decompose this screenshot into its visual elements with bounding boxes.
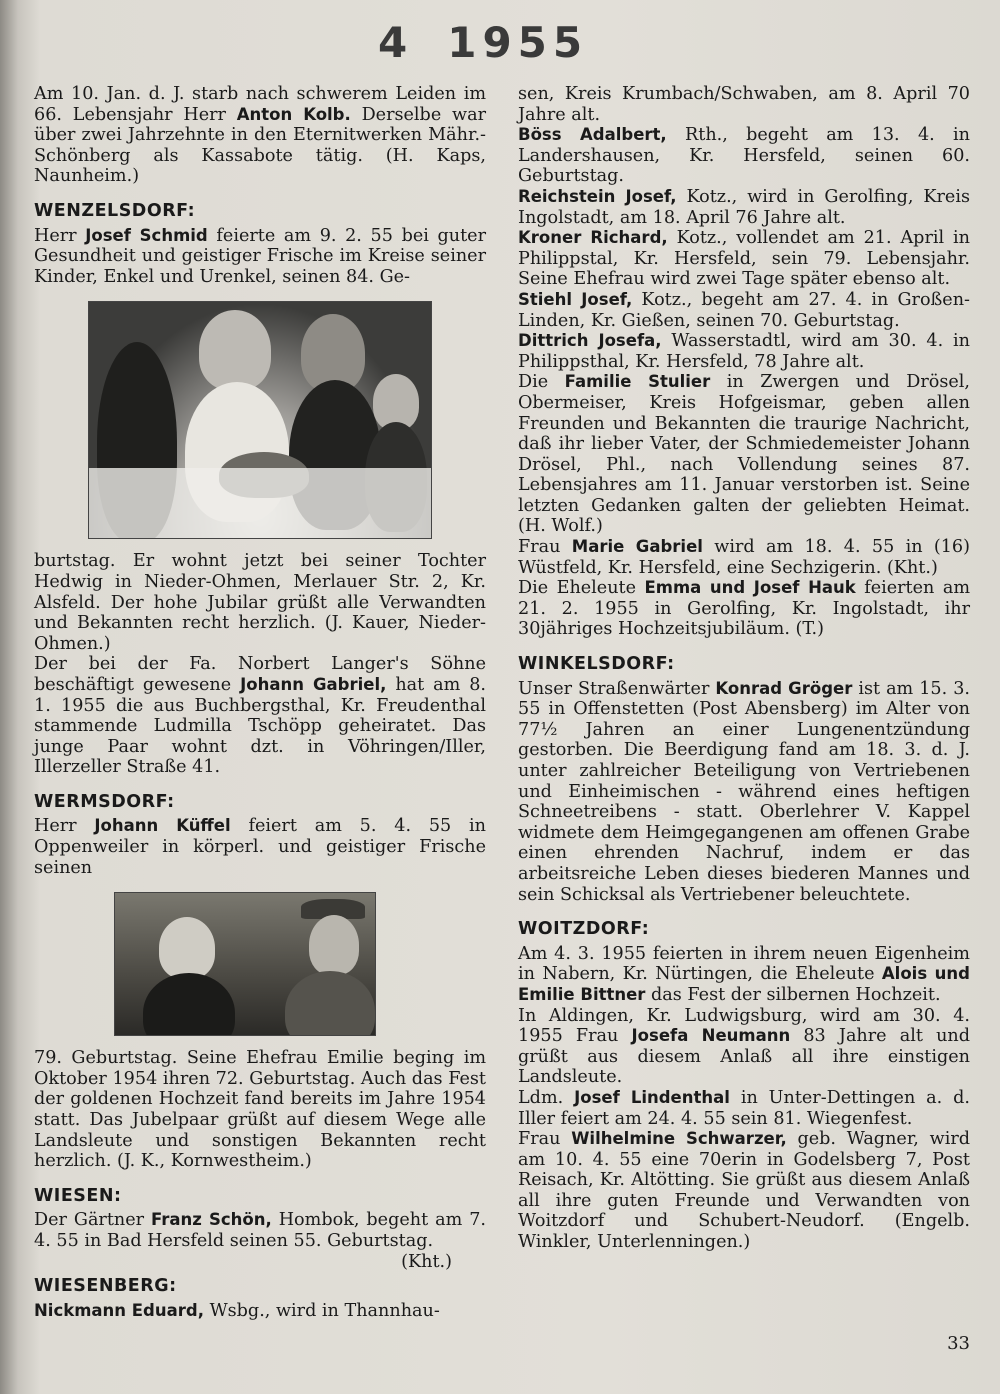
paragraph: Nickmann Eduard, Wsbg., wird in Thannhau- bbox=[34, 1300, 440, 1321]
source-note: (Kht.) bbox=[401, 1251, 452, 1272]
paragraph: burtstag. Er wohnt jetzt bei seiner Tochter Hedwig in Nieder-Ohmen, Merlauer Str. 2, Kr. Alsfeld. Der hohe Jubilar grüßt alle Verwandten und Bekannten recht herzlich. (J. Kauer, Nieder-Ohmen.) bbox=[34, 551, 486, 654]
page-header bbox=[378, 18, 588, 67]
paragraph: Böss Adalbert, Rth., begeht am 13. 4. in Landershausen, Kr. Hersfeld, seinen 60. Geburtstag. bbox=[518, 125, 971, 187]
paragraph: Frau Wilhelmine Schwarzer, geb. Wagner, wird am 10. 4. 55 eine 70erin in Godelsberg 7, Post Reisach, Kr. Altötting. Sie grüßt aus diesem Anlaß all ihre guten Freunde und Verwandten von Woitzdorf und Schubert-Neudorf. (Engelb. Winkler, Unterlenningen.) bbox=[518, 1129, 971, 1253]
couple-photo bbox=[114, 892, 376, 1036]
section-heading: WOITZDORF: bbox=[518, 919, 650, 940]
paragraph: 79. Geburtstag. Seine Ehefrau Emilie beging im Oktober 1954 ihren 72. Geburtstag. Auch das Fest der goldenen Hochzeit fand bereits im Jahre 1954 statt. Das Jubelpaar grüßt auf diesem Wege alle Landsleute und sonstigen Bekannten recht herzlich. (J. K., Kornwestheim.) bbox=[34, 1048, 486, 1172]
paragraph: Stiehl Josef, Kotz., begeht am 27. 4. in Großen-Linden, Kr. Gießen, seinen 70. Geburtstag. bbox=[518, 289, 970, 331]
page-number: 33 bbox=[947, 1333, 970, 1354]
year: 1955 bbox=[447, 18, 589, 67]
paragraph: Ldm. Josef Lindenthal in Unter-Dettingen a. d. Iller feiert am 24. 4. 55 sein 81. Wiegenfest. bbox=[518, 1087, 970, 1129]
paragraph: Reichstein Josef, Kotz., wird in Gerolfing, Kreis Ingolstadt, am 18. April 76 Jahre alt. bbox=[518, 186, 970, 228]
paragraph: Dittrich Josefa, Wasserstadtl, wird am 30. 4. in Philippsthal, Kr. Hersfeld, 78 Jahre alt. bbox=[518, 331, 970, 372]
paragraph: Frau Marie Gabriel wird am 18. 4. 55 in (16) Wüstfeld, Kr. Hersfeld, eine Sechzigerin. (Kht.) bbox=[518, 537, 970, 578]
right-column bbox=[518, 84, 970, 1253]
section-heading: WINKELSDORF: bbox=[518, 654, 675, 675]
left-column bbox=[34, 84, 486, 1321]
paragraph: Die Eheleute Emma und Josef Hauk feierten am 21. 2. 1955 in Gerolfing, Kr. Ingolstadt, ihr 30jähriges Hochzeitsjubiläum. (T.) bbox=[518, 578, 970, 640]
paragraph: Die Familie Stulier in Zwergen und Drösel, Obermeiser, Kreis Hofgeismar, geben allen Freunden und Bekannten die traurige Nachricht, daß ihr lieber Vater, der Schmiedemeister Johann Drösel, Phl., nach Vollendung seines 87. Lebensjahres am 11. Januar verstorben ist. Seine letzten Gedanken galten der geliebten Heimat. (H. Wolf.) bbox=[518, 372, 970, 537]
section-heading: WERMSDORF: bbox=[34, 791, 175, 812]
paragraph: Der Gärtner Franz Schön, Hombok, begeht am 7. 4. 55 in Bad Hersfeld seinen 55. Geburtstag. bbox=[34, 1210, 487, 1251]
paragraph: Kroner Richard, Kotz., vollendet am 21. April in Philippstal, Kr. Hersfeld, sein 79. Lebensjahr. Seine Ehefrau wird zwei Tage später ebenso alt. bbox=[518, 228, 970, 290]
paragraph: sen, Kreis Krumbach/Schwaben, am 8. April 70 Jahre alt. bbox=[518, 84, 970, 125]
section-heading: WIESEN: bbox=[34, 1185, 122, 1206]
issue-number: 4 bbox=[378, 18, 414, 67]
paragraph: Am 4. 3. 1955 feierten in ihrem neuen Eigenheim in Nabern, Kr. Nürtingen, die Eheleute Alois und Emilie Bittner das Fest der silbernen Hochzeit. bbox=[518, 943, 970, 1005]
section-heading: WENZELSDORF: bbox=[34, 200, 196, 221]
paragraph: Herr Josef Schmid feierte am 9. 2. 55 bei guter Gesundheit und geistiger Frische im Kreise seiner Kinder, Enkel und Urenkel, seinen 84. Ge- bbox=[34, 225, 486, 287]
paragraph: Unser Straßenwärter Konrad Gröger ist am 15. 3. 55 in Offenstetten (Post Abensberg) im Alter von 77½ Jahren an einer Lungenentzündung gestorben. Die Beerdigung fand am 18. 3. d. J. unter zahlreicher Beteiligung von Vertriebenen und Einheimischen - während eines heftigen Schneetreibens - statt. Oberlehrer V. Kappel widmete dem Heimgegangenen am offenen Grabe einen ehrenden Nachruf, indem er das arbeitsreiche Leben dieses biederen Mannes und sein Schicksal als Vertriebener beleuchtete. bbox=[518, 678, 970, 905]
family-photo bbox=[88, 301, 432, 539]
paragraph: In Aldingen, Kr. Ludwigsburg, wird am 30. 4. 1955 Frau Josefa Neumann 83 Jahre alt und grüßt aus diesem Anlaß all ihre einstigen Landsleute. bbox=[518, 1005, 970, 1088]
paragraph: Am 10. Jan. d. J. starb nach schwerem Leiden im 66. Lebensjahr Herr Anton Kolb. Derselbe war über zwei Jahrzehnte in den Eternitwerken Mähr.-Schönberg als Kassabote tätig. (H. Kaps, Naunheim.) bbox=[34, 84, 486, 187]
section-heading: WIESENBERG: bbox=[34, 1276, 177, 1297]
paragraph: Der bei der Fa. Norbert Langer's Söhne beschäftigt gewesene Johann Gabriel, hat am 8. 1. 1955 die aus Buchbergsthal, Kr. Freudenthal stammende Ludmilla Tschöpp geheiratet. Das junge Paar wohnt dzt. in Vöhringen/Iller, Illerzeller Straße 41. bbox=[34, 654, 487, 778]
paragraph: Herr Johann Küffel feiert am 5. 4. 55 in Oppenweiler in körperl. und geistiger Frische seinen bbox=[34, 816, 487, 878]
